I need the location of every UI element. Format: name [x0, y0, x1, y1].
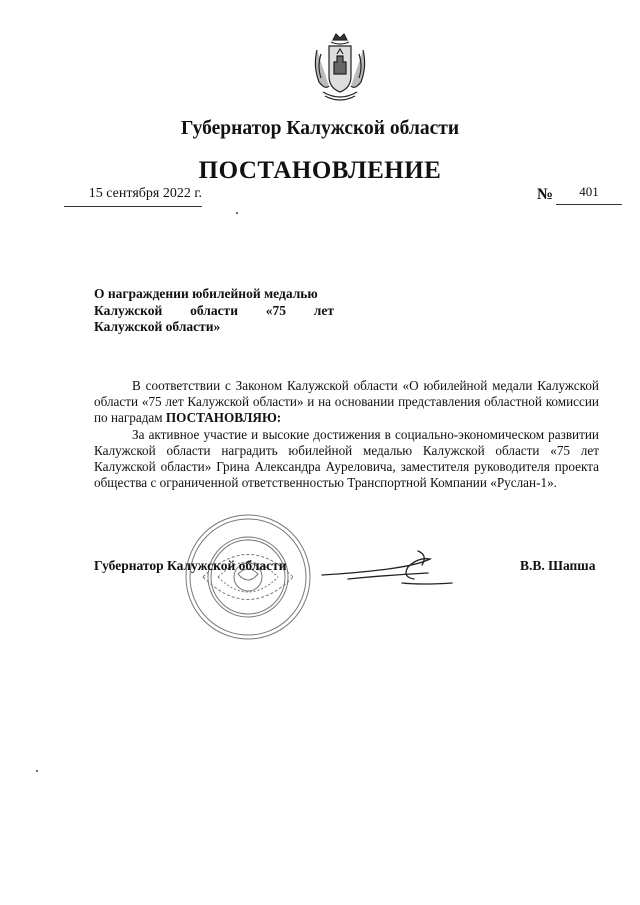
number-sign: № [537, 186, 554, 203]
document-body [94, 378, 599, 491]
issuing-authority: Губернатор Калужской области [180, 118, 460, 139]
document-subject [94, 286, 334, 336]
subject-line-1: О награждении юбилейной медалью [94, 286, 318, 301]
document-date: 15 сентября 2022 г. [64, 186, 202, 207]
subject-word: «75 [265, 302, 286, 318]
coat-of-arms-icon [311, 30, 369, 104]
subject-line-3: Калужской области» [94, 319, 221, 334]
subject-line-2 [94, 303, 334, 320]
paragraph-text: В соответствии с Законом Калужской области «О юбилейной медали Калужской области «75 лет Калужской области» и на основании представления областной комиссии по наградам [94, 378, 599, 426]
official-seal-icon [183, 512, 313, 642]
signatory-name: В.В. Шапша [520, 558, 596, 573]
signatory-title: Губернатор Калужской области [94, 558, 287, 573]
signature-icon [318, 545, 468, 593]
body-paragraph-1 [94, 378, 599, 427]
document-type-title: ПОСТАНОВЛЕНИЕ [198, 157, 442, 184]
document-number: 401 [556, 184, 622, 205]
subject-word: Калужской [94, 302, 163, 318]
resolution-keyword: ПОСТАНОВЛЯЮ: [165, 410, 282, 426]
scan-speck [236, 212, 238, 214]
scan-speck [36, 770, 38, 772]
subject-word: лет [313, 302, 334, 318]
body-paragraph-2: За активное участие и высокие достижения в социально-экономическом развитии Калужской области наградить юбилейной медалью Калужской области «75 лет Калужской области» Грина Александра Ауреловича, заместителя руководителя проекта общества с ограниченной ответственностью Транспортной Компании «Руслан-1». [94, 426, 599, 491]
subject-word: области [190, 302, 238, 318]
